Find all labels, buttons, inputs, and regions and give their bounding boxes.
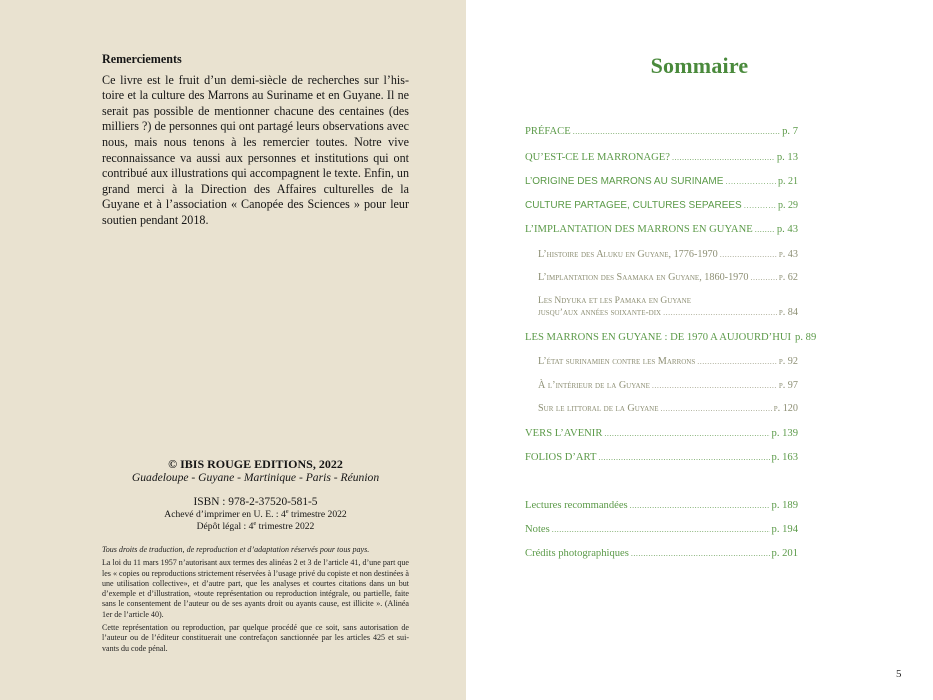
toc-entry[interactable]	[525, 176, 798, 187]
toc-entry-page: p. 7	[782, 126, 798, 137]
toc-entry-page: p. 21	[778, 176, 798, 187]
toc-entry-label: L’ORIGINE DES MARRONS AU SURINAME	[525, 176, 724, 187]
acknowledgements-body: Ce livre est le fruit d’un demi-siècle de recherches sur l’histoire et la culture des Marrons au Suriname et en Guyane. Il ne serait pas possible de mentionner chacune des centaines (des milliers ?) de personnes qui ont partagé leurs observations avec nous, mais nous tenons à les remercier toutes. Notre vive reconnaissance va aussi aux personnes et institutions qui ont contribué aux illustrations qui accompagnent le texte. Enfin, un grand merci à la Direction des Affaires culturelles de la Guyane et à l’association « Canopée des Sciences » pour leur soutien pendant 2018.	[102, 72, 409, 227]
toc-entry-page: p. 194	[771, 524, 798, 535]
colophon	[102, 457, 409, 534]
printing-date-sup: e	[285, 507, 289, 515]
toc-entry-page: p. 139	[771, 428, 798, 439]
leader-dots	[598, 453, 769, 462]
toc-subentry[interactable]	[538, 403, 798, 414]
rights-notice	[102, 545, 409, 654]
leader-dots	[720, 250, 777, 259]
isbn: ISBN : 978-2-37520-581-5	[193, 496, 318, 508]
publisher-copyright: © IBIS ROUGE EDITIONS, 2022	[168, 457, 343, 471]
publisher-locations: Guadeloupe - Guyane - Martinique - Paris - Réunion	[131, 471, 380, 484]
toc-entry[interactable]	[525, 332, 817, 343]
toc-entry[interactable]	[525, 428, 798, 439]
toc-entry-label: Les Ndyuka et les Pamaka en Guyane	[538, 296, 691, 306]
leader-dots	[652, 381, 777, 390]
leader-dots	[630, 501, 770, 510]
toc-entry-page: p. 29	[778, 200, 798, 211]
toc-entry-label: FOLIOS D’ART	[525, 452, 597, 463]
leader-dots	[663, 308, 777, 317]
leader-dots	[725, 177, 776, 186]
toc-entry[interactable]	[525, 200, 798, 211]
rights-paragraph: La loi du 11 mars 1957 n’autorisant aux termes des alinéas 2 et 3 de l’article 41, d’une part que les « copies ou reproductions strictement réservées à l’usage privé du copiste et non destinées à une utilisation collective», et d’autre part, que les analyses et courtes citations dans un but d’exemple et d’illustration, «toute représentation ou reproduction intégrale, ou partielle, faite sans le consentement de l’auteur ou de ses ayants droit ou ayants cause, est illicite ». (Alinéa 1er de l’article 40).	[102, 558, 409, 619]
toc-entry-label: Sur le littoral de la Guyane	[538, 403, 659, 414]
leader-dots	[631, 549, 770, 558]
leader-dots	[552, 525, 770, 534]
left-page	[0, 0, 466, 700]
leader-dots	[750, 273, 776, 282]
legal-deposit-sup: e	[253, 520, 257, 528]
toc-entry[interactable]	[525, 500, 798, 511]
toc-entry-label: Lectures recommandées	[525, 500, 628, 511]
legal-deposit-prefix: Dépôt légal : 4	[196, 521, 254, 533]
rights-paragraph: Cette représentation ou reproduction, par quelque procédé que ce soit, sans autorisation de l’auteur ou de l’éditeur constituerait une contrefaçon sanctionnée par les articles 425 et suivants du code pénal.	[102, 623, 409, 653]
toc-entry-page: p. 92	[778, 356, 798, 367]
toc-entry-label: L’histoire des Aluku en Guyane, 1776-1970	[538, 249, 718, 260]
toc-entry[interactable]	[525, 126, 798, 137]
toc-entry-page: p. 163	[771, 452, 798, 463]
page-number: 5	[896, 668, 902, 680]
toc-entry-label: QU’EST-CE LE MARRONAGE?	[525, 152, 670, 163]
toc-entry-label: VERS L’AVENIR	[525, 428, 603, 439]
toc-subentry[interactable]	[538, 356, 798, 367]
toc-entry-page: p. 201	[771, 548, 798, 559]
toc-entry-page: p. 89	[795, 332, 817, 343]
toc-entry-label: LES MARRONS EN GUYANE : DE 1970 A AUJOURD’HUI	[525, 332, 792, 343]
toc-entry-page: p. 13	[776, 152, 798, 163]
toc-entry-label: PRÉFACE	[525, 126, 571, 137]
leader-dots	[755, 225, 775, 234]
toc-entry-label: À l’intérieur de la Guyane	[538, 380, 650, 391]
printing-date-prefix: Achevé d’imprimer en U. E. : 4	[164, 509, 286, 520]
toc-entry[interactable]	[525, 524, 798, 535]
toc-entry-label: Crédits photographiques	[525, 548, 629, 559]
toc-entry-page: p. 97	[778, 380, 798, 391]
acknowledgements	[102, 52, 409, 229]
toc-entry-page: p. 43	[778, 249, 798, 260]
toc-subentry[interactable]	[538, 272, 798, 283]
rights-title: Tous droits de traduction, de reproduction et d’adaptation réservés pour tous pays.	[102, 545, 370, 554]
toc-entry-label: Notes	[525, 524, 550, 535]
leader-dots	[744, 201, 776, 210]
printing-date-suffix: trimestre 2022	[288, 509, 347, 520]
leader-dots	[661, 404, 772, 413]
acknowledgements-title: Remerciements	[102, 52, 182, 66]
toc-entry-label-continued: jusqu’aux années soixante-dix	[538, 308, 662, 318]
toc-entry-label: L’état surinamien contre les Marrons	[538, 356, 696, 367]
toc-entry-page: p. 189	[771, 500, 798, 511]
toc-entry[interactable]	[525, 452, 798, 463]
toc-entry-page: p. 62	[778, 272, 798, 283]
legal-deposit-suffix: trimestre 2022	[256, 521, 315, 533]
toc-title: Sommaire	[650, 53, 749, 78]
right-page	[466, 0, 933, 700]
leader-dots	[697, 357, 777, 366]
toc-entry[interactable]	[525, 548, 798, 559]
leader-dots	[604, 429, 769, 438]
toc-entry[interactable]	[525, 152, 798, 163]
toc-entry-label: CULTURE PARTAGEE, CULTURES SEPAREES	[525, 200, 742, 211]
leader-dots	[672, 153, 775, 162]
toc-entry-page: p. 84	[778, 307, 798, 318]
toc-subentry[interactable]	[538, 296, 798, 318]
toc-subentry[interactable]	[538, 380, 798, 391]
toc-entry-page: p. 43	[776, 224, 798, 235]
toc-entry-page: p. 120	[773, 403, 798, 414]
leader-dots	[573, 127, 780, 136]
toc-entry[interactable]	[525, 224, 798, 235]
toc-entry-label: L’IMPLANTATION DES MARRONS EN GUYANE	[525, 224, 753, 235]
legal-deposit	[102, 521, 409, 533]
toc-subentry[interactable]	[538, 249, 798, 260]
toc-entry-label: L’implantation des Saamaka en Guyane, 1860-1970	[538, 272, 749, 283]
toc-entry-line2	[538, 307, 798, 318]
